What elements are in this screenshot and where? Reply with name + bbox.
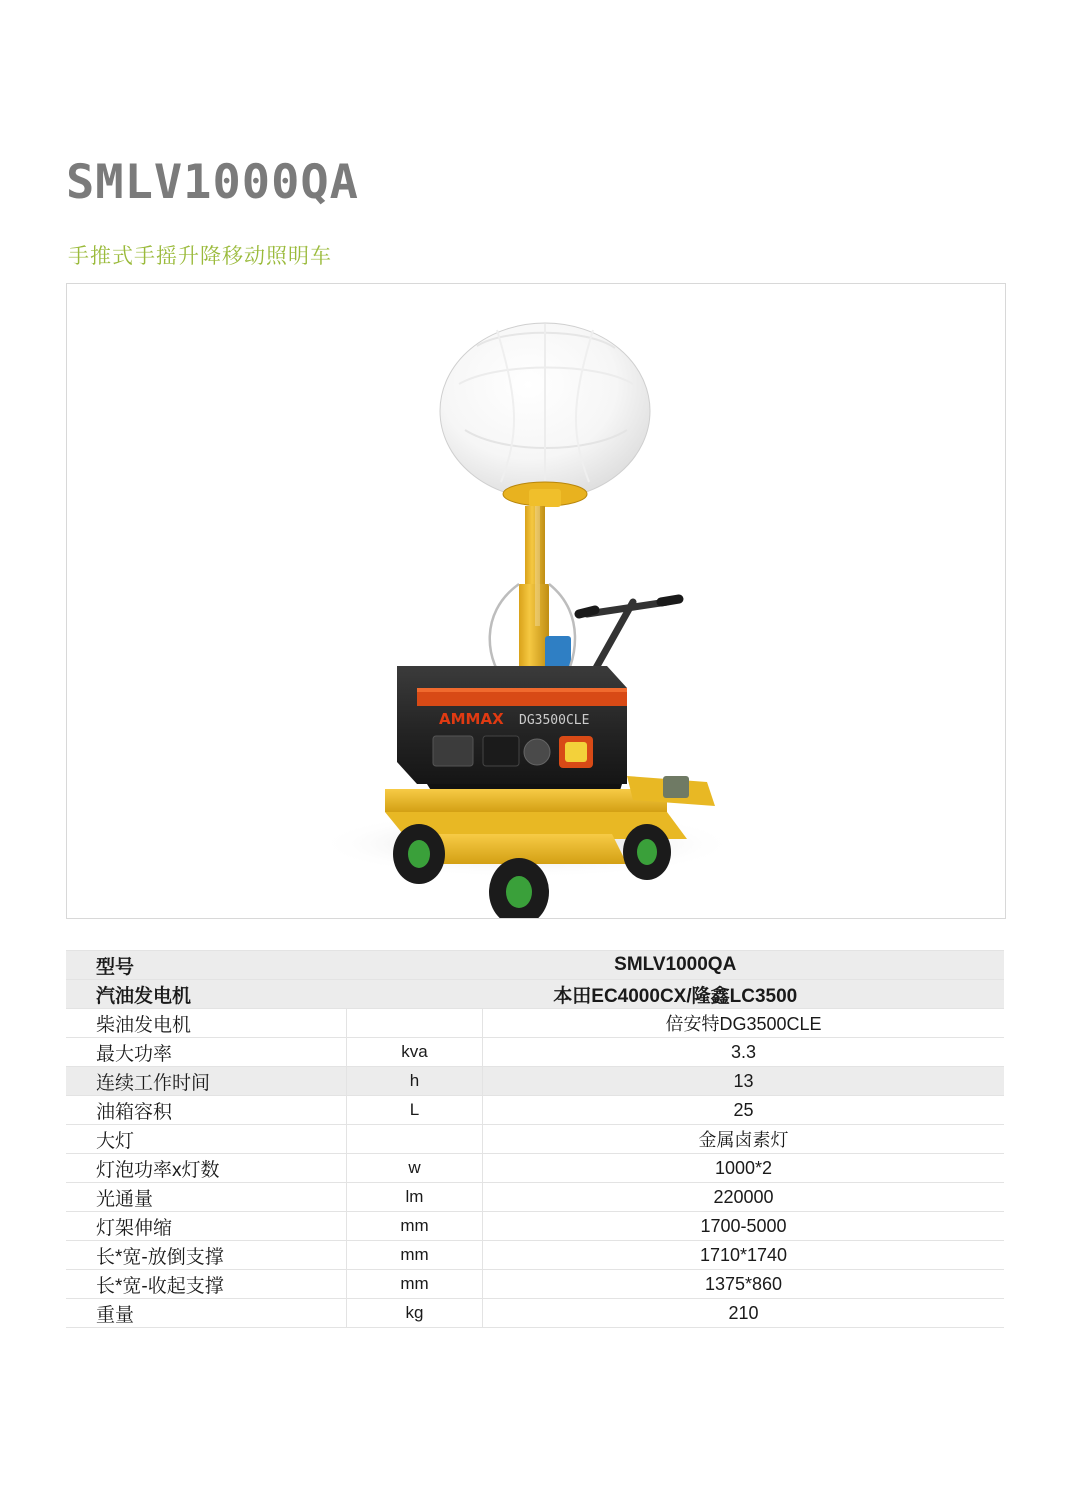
spec-value: SMLV1000QA — [347, 951, 1005, 980]
svg-text:AMMAX: AMMAX — [439, 710, 504, 728]
spec-name: 大灯 — [66, 1125, 347, 1154]
table-row — [66, 1183, 1004, 1212]
spec-value: 13 — [483, 1067, 1005, 1096]
spec-value: 1700-5000 — [483, 1212, 1005, 1241]
spec-name: 型号 — [66, 951, 347, 980]
table-row — [66, 1270, 1004, 1299]
spec-name: 光通量 — [66, 1183, 347, 1212]
spec-name: 汽油发电机 — [66, 980, 347, 1009]
spec-value: 25 — [483, 1096, 1005, 1125]
spec-value: 3.3 — [483, 1038, 1005, 1067]
spec-name: 长*宽-收起支撑 — [66, 1270, 347, 1299]
table-row — [66, 1038, 1004, 1067]
product-illustration — [67, 284, 1005, 918]
spec-unit: mm — [347, 1241, 483, 1270]
spec-unit: kg — [347, 1299, 483, 1328]
table-row — [66, 1154, 1004, 1183]
svg-text:DG3500CLE: DG3500CLE — [519, 713, 590, 728]
product-photo — [66, 283, 1006, 919]
spec-unit: lm — [347, 1183, 483, 1212]
spec-name: 重量 — [66, 1299, 347, 1328]
spec-value: 金属卤素灯 — [483, 1125, 1005, 1154]
spec-name: 灯泡功率x灯数 — [66, 1154, 347, 1183]
spec-name: 连续工作时间 — [66, 1067, 347, 1096]
spec-value: 1710*1740 — [483, 1241, 1005, 1270]
table-row — [66, 1067, 1004, 1096]
spec-name: 灯架伸缩 — [66, 1212, 347, 1241]
spec-table-body — [66, 951, 1004, 1328]
table-row — [66, 1241, 1004, 1270]
table-row — [66, 1009, 1004, 1038]
page-title: SMLV1000QA — [66, 155, 359, 210]
specification-table — [66, 950, 1004, 1328]
spec-unit: L — [347, 1096, 483, 1125]
spec-unit: mm — [347, 1212, 483, 1241]
spec-name: 油箱容积 — [66, 1096, 347, 1125]
spec-unit: mm — [347, 1270, 483, 1299]
table-row — [66, 1212, 1004, 1241]
spec-unit: w — [347, 1154, 483, 1183]
spec-value: 倍安特DG3500CLE — [483, 1009, 1005, 1038]
spec-unit: h — [347, 1067, 483, 1096]
page-subtitle: 手推式手摇升降移动照明车 — [68, 245, 332, 268]
spec-value: 1000*2 — [483, 1154, 1005, 1183]
spec-value: 210 — [483, 1299, 1005, 1328]
spec-unit — [347, 1009, 483, 1038]
table-row — [66, 951, 1004, 980]
spec-value: 220000 — [483, 1183, 1005, 1212]
table-row — [66, 1125, 1004, 1154]
spec-value: 本田EC4000CX/隆鑫LC3500 — [347, 980, 1005, 1009]
spec-name: 柴油发电机 — [66, 1009, 347, 1038]
table-row — [66, 1299, 1004, 1328]
spec-value: 1375*860 — [483, 1270, 1005, 1299]
spec-unit: kva — [347, 1038, 483, 1067]
spec-name: 长*宽-放倒支撑 — [66, 1241, 347, 1270]
table-row — [66, 1096, 1004, 1125]
table-row — [66, 980, 1004, 1009]
spec-unit — [347, 1125, 483, 1154]
spec-name: 最大功率 — [66, 1038, 347, 1067]
